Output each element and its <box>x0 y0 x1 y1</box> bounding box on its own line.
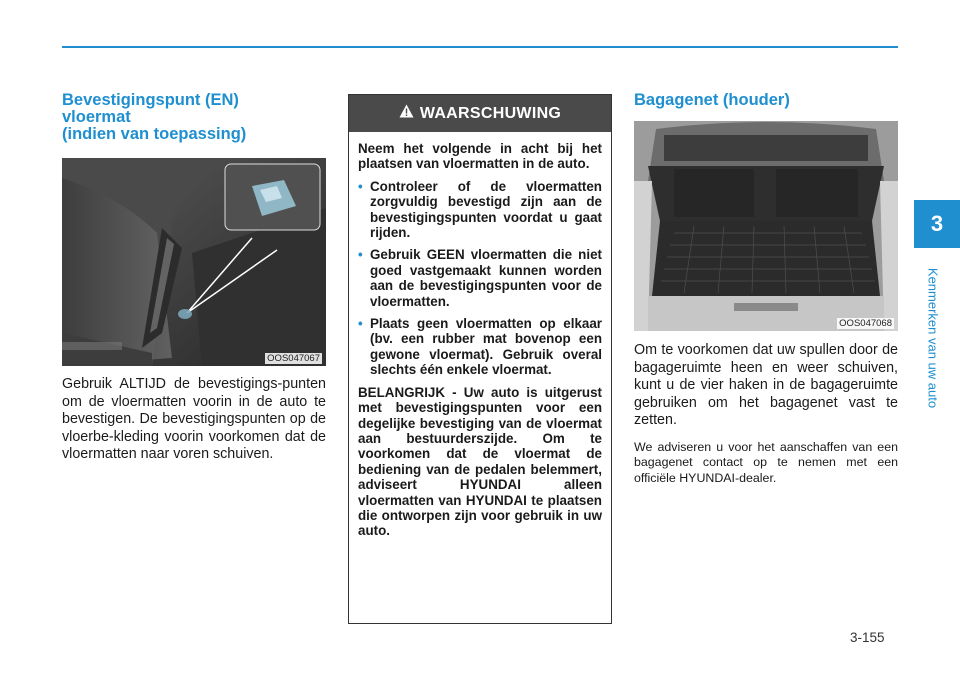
image-code: OOS047067 <box>267 353 320 364</box>
image-code: OOS047068 <box>839 318 892 329</box>
heading-line-3: (indien van toepassing) <box>62 125 247 143</box>
warning-body <box>349 132 611 539</box>
floor-mat-anchor-image <box>62 158 326 366</box>
warning-title: WAARSCHUWING <box>419 104 562 122</box>
heading-line-2: vloermat <box>62 108 131 126</box>
luggage-net-note: We adviseren u voor het aanschaffen van een bagagenet contact op te nemen met een officiële HYUNDAI-dealer. <box>634 439 898 485</box>
luggage-net-image <box>634 121 898 331</box>
warning-item <box>358 247 602 309</box>
warning-section <box>348 94 612 624</box>
cargo-area-illustration <box>634 121 898 331</box>
warning-item <box>358 316 602 378</box>
floor-mat-heading <box>62 92 326 143</box>
chapter-number-tab[interactable] <box>914 200 960 248</box>
luggage-net-section <box>634 92 898 486</box>
warning-intro: Neem het volgende in acht bij het plaatsen van vloermatten in de auto. <box>358 141 602 172</box>
bullet-icon: • <box>358 178 363 194</box>
floor-mat-section <box>62 92 326 464</box>
floor-mat-illustration <box>62 158 326 366</box>
chapter-number: 3 <box>930 211 944 236</box>
heading-line-1: Bevestigingspunt (EN) <box>62 91 239 109</box>
chapter-title-text: Kenmerken van uw auto <box>925 267 941 409</box>
floor-mat-body: Gebruik ALTIJD de bevestigings-punten om de vloermatten voorin in de auto te bevestigen. De bevestigingspunten op de vloerbe-kleding voorin voorkomen dat de vloermatten naar voren schuiven. <box>62 376 326 462</box>
bullet-icon: • <box>358 316 363 332</box>
page-number: 3-155 <box>850 630 885 645</box>
warning-triangle-icon <box>399 104 414 123</box>
warning-item-text: Plaats geen vloermatten op elkaar (bv. een rubber mat bovenop een gewone vloermat). Gebruik overal slechts één enkele vloermat. <box>370 316 602 378</box>
warning-header <box>349 95 611 132</box>
header-rule <box>62 46 898 48</box>
chapter-title <box>922 258 944 418</box>
bullet-icon: • <box>358 247 363 263</box>
luggage-net-heading: Bagagenet (houder) <box>634 91 790 109</box>
warning-item <box>358 179 602 241</box>
warning-list <box>358 179 602 378</box>
warning-item-text: Gebruik GEEN vloermatten die niet goed vastgemaakt kunnen worden aan de bevestigingspunten voor de vloermatten. <box>370 247 602 309</box>
luggage-net-body: Om te voorkomen dat uw spullen door de bagageruimte heen en weer schuiven, kunt u de vier haken in de bagageruimte gebruiken om het bagagenet vast te zetten. <box>634 342 898 428</box>
warning-item-text: Controleer of de vloermatten zorgvuldig bevestigd zijn aan de bevestigingspunten voordat u gaat rijden. <box>370 178 602 241</box>
warning-important: BELANGRIJK - Uw auto is uitgerust met bevestigingspunten voor een degelijke bevestiging van de vloermat aan bestuurderszijde. Om te voorkomen dat de vloermat de bediening van de pedalen belemmert, adviseert HYUNDAI alleen vloermatten van HYUNDAI te plaatsen die ontworpen zijn voor gebruik in uw auto. <box>358 384 602 539</box>
warning-box <box>348 94 612 624</box>
